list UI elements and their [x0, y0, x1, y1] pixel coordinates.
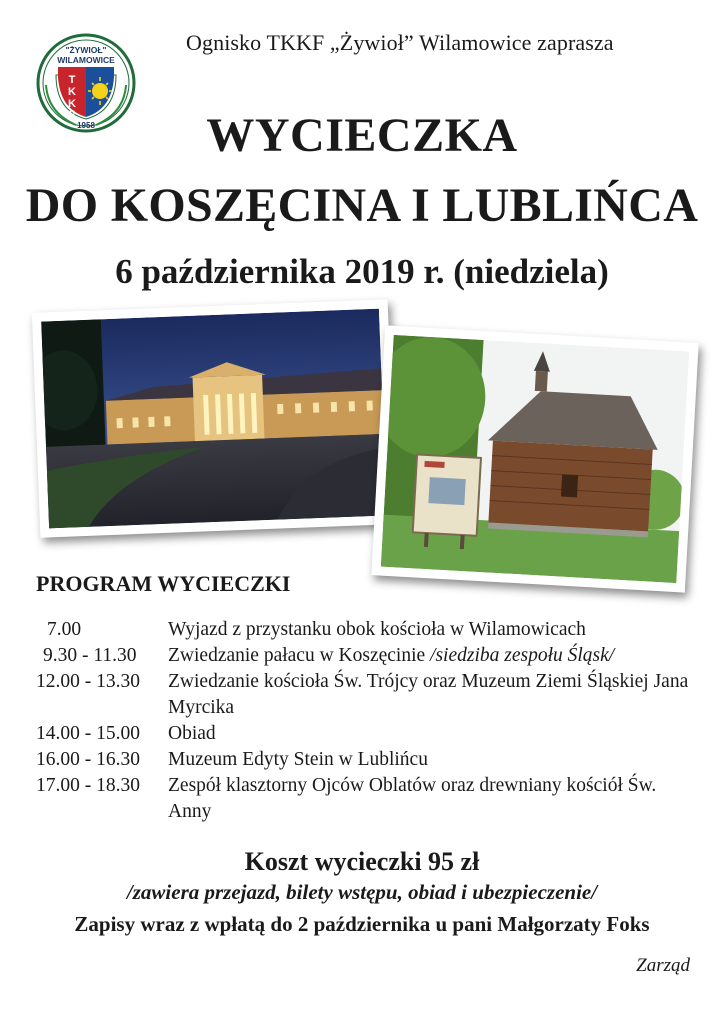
title-line-2: DO KOSZĘCINA I LUBLIŃCA: [25, 179, 699, 232]
logo-mid-text: WILAMOWICE: [57, 55, 115, 65]
schedule-row: [36, 643, 696, 669]
schedule-time: 12.00 - 13.30: [36, 671, 140, 692]
schedule-note: /siedziba zespołu Śląsk/: [430, 645, 615, 666]
trip-date: 6 października 2019 r. (niedziela): [115, 252, 609, 291]
svg-text:K: K: [68, 98, 76, 110]
wooden-church-photo: [371, 325, 698, 592]
logo-top-text: "ŻYWIOŁ": [65, 45, 107, 55]
schedule-description: Zespół klasztorny Ojców Oblatów oraz drewniany kościół Św. Anny: [168, 775, 657, 822]
program-schedule: [36, 617, 696, 825]
signature: Zarząd: [636, 955, 690, 976]
cost-includes: /zawiera przejazd, bilety wstępu, obiad i ubezpieczenie/: [126, 880, 598, 904]
schedule-time: 16.00 - 16.30: [36, 749, 140, 770]
schedule-description: Zwiedzanie kościoła Św. Trójcy oraz Muzeum Ziemi Śląskiej Jana Myrcika: [168, 671, 689, 718]
svg-text:F: F: [69, 109, 75, 119]
signup-info: Zapisy wraz z wpłatą do 2 października u pani Małgorzaty Foks: [74, 912, 650, 936]
schedule-row: [36, 747, 696, 773]
schedule-time: 17.00 - 18.30: [36, 775, 140, 796]
program-heading: PROGRAM WYCIECZKI: [36, 571, 291, 596]
svg-text:T: T: [68, 74, 76, 86]
trip-cost: Koszt wycieczki 95 zł: [244, 847, 480, 876]
schedule-description: Zwiedzanie pałacu w Koszęcinie: [168, 645, 431, 666]
schedule-time: 9.30 - 11.30: [43, 645, 137, 666]
schedule-row: [36, 721, 696, 747]
inviter-line: Ognisko TKKF „Żywioł” Wilamowice zaprasza: [186, 30, 614, 55]
schedule-time: 7.00: [47, 619, 82, 640]
title-line-1: WYCIECZKA: [206, 109, 518, 162]
schedule-row: [36, 669, 696, 721]
schedule-description: Wyjazd z przystanku obok kościoła w Wilamowicach: [168, 619, 586, 640]
palace-photo: [32, 299, 396, 538]
schedule-time: 14.00 - 15.00: [36, 723, 140, 744]
schedule-row: [36, 617, 696, 643]
schedule-description: Muzeum Edyty Stein w Lublińcu: [168, 749, 428, 770]
schedule-description: Obiad: [168, 723, 216, 744]
logo-year: 1958: [77, 121, 95, 130]
schedule-row: [36, 773, 696, 825]
svg-text:K: K: [68, 86, 76, 98]
